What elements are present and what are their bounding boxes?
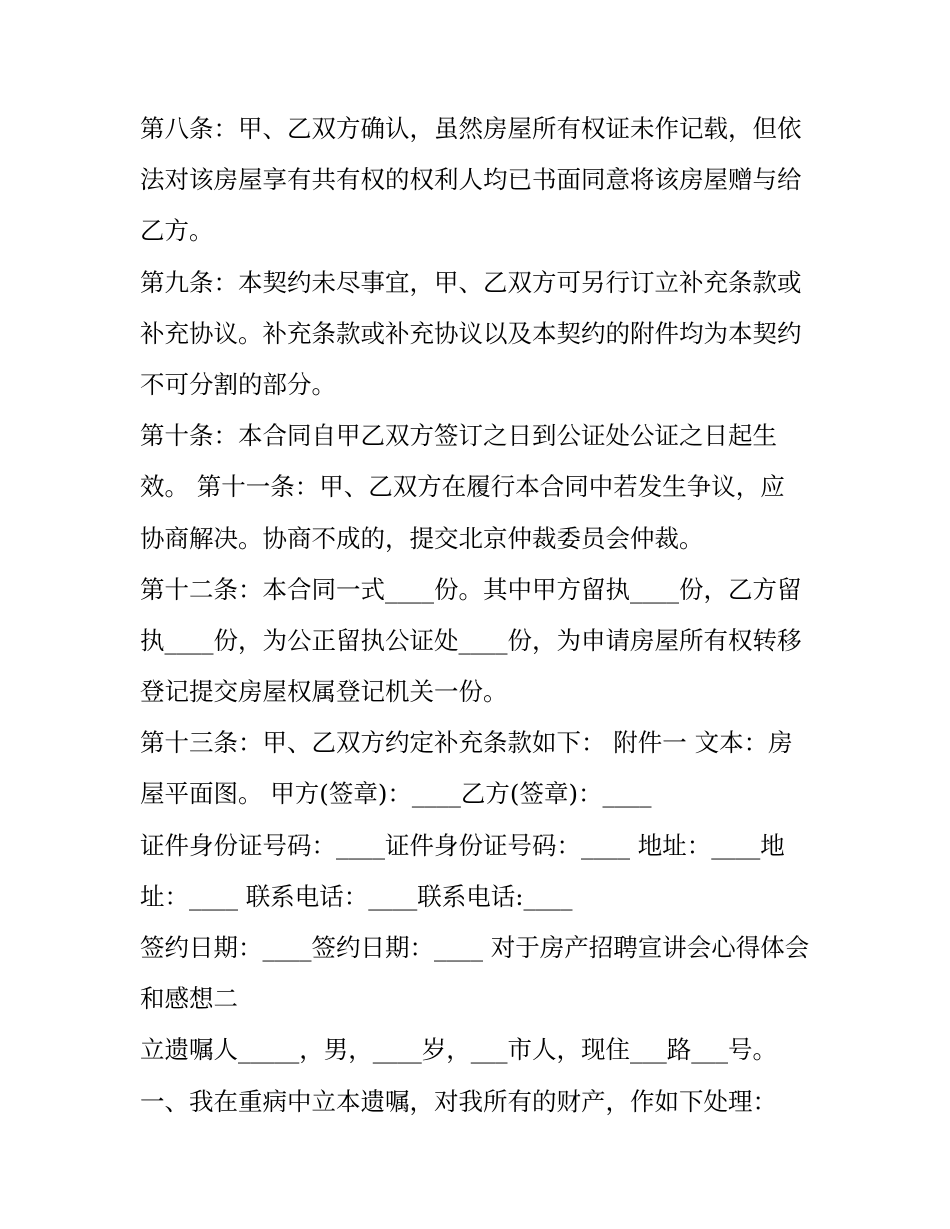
text-line: 效。 第十一条：甲、乙双方在履行本合同中若发生争议，应 [140,472,785,502]
text-line: 一、我在重病中立本遗嘱，对我所有的财产，作如下处理： [140,1086,777,1116]
text-line: 登记提交房屋权属登记机关一份。 [140,677,508,707]
text-line: 址：____ 联系电话：____联系电话:____ [140,881,573,911]
text-line: 执____份，为公正留执公证处____份，为申请房屋所有权转移 [140,625,802,655]
text-line: 不可分割的部分。 [140,369,336,399]
text-line: 第九条：本契约未尽事宜，甲、乙双方可另行订立补充条款或 [140,267,802,297]
document-body [140,103,820,1127]
text-line: 第十二条：本合同一式____份。其中甲方留执____份，乙方留 [140,574,802,604]
text-line: 第十三条：甲、乙双方约定补充条款如下： 附件一 文本：房 [140,728,793,758]
text-line: 证件身份证号码：____证件身份证号码：____ 地址：____地 [140,830,785,860]
text-line: 法对该房屋享有共有权的权利人均已书面同意将该房屋赠与给 [140,165,802,195]
text-line: 签约日期：____签约日期：____ 对于房产招聘宣讲会心得体会 [140,933,810,962]
text-line: 协商解决。协商不成的，提交北京仲裁委员会仲裁。 [140,523,704,553]
text-line: 补充协议。补充条款或补充协议以及本契约的附件均为本契约 [140,318,802,348]
text-line: 第八条：甲、乙双方确认，虽然房屋所有权证未作记载，但依 [140,114,802,143]
text-line: 立遗嘱人_____，男，____岁，___市人，现住___路___号。 [140,1035,777,1065]
text-line: 第十条：本合同自甲乙双方签订之日到公证处公证之日起生 [140,421,777,451]
text-line: 乙方。 [140,216,214,246]
text-line: 和感想二 [140,984,238,1014]
text-line: 屋平面图。 甲方(签章)：____乙方(签章)：____ [140,779,652,809]
